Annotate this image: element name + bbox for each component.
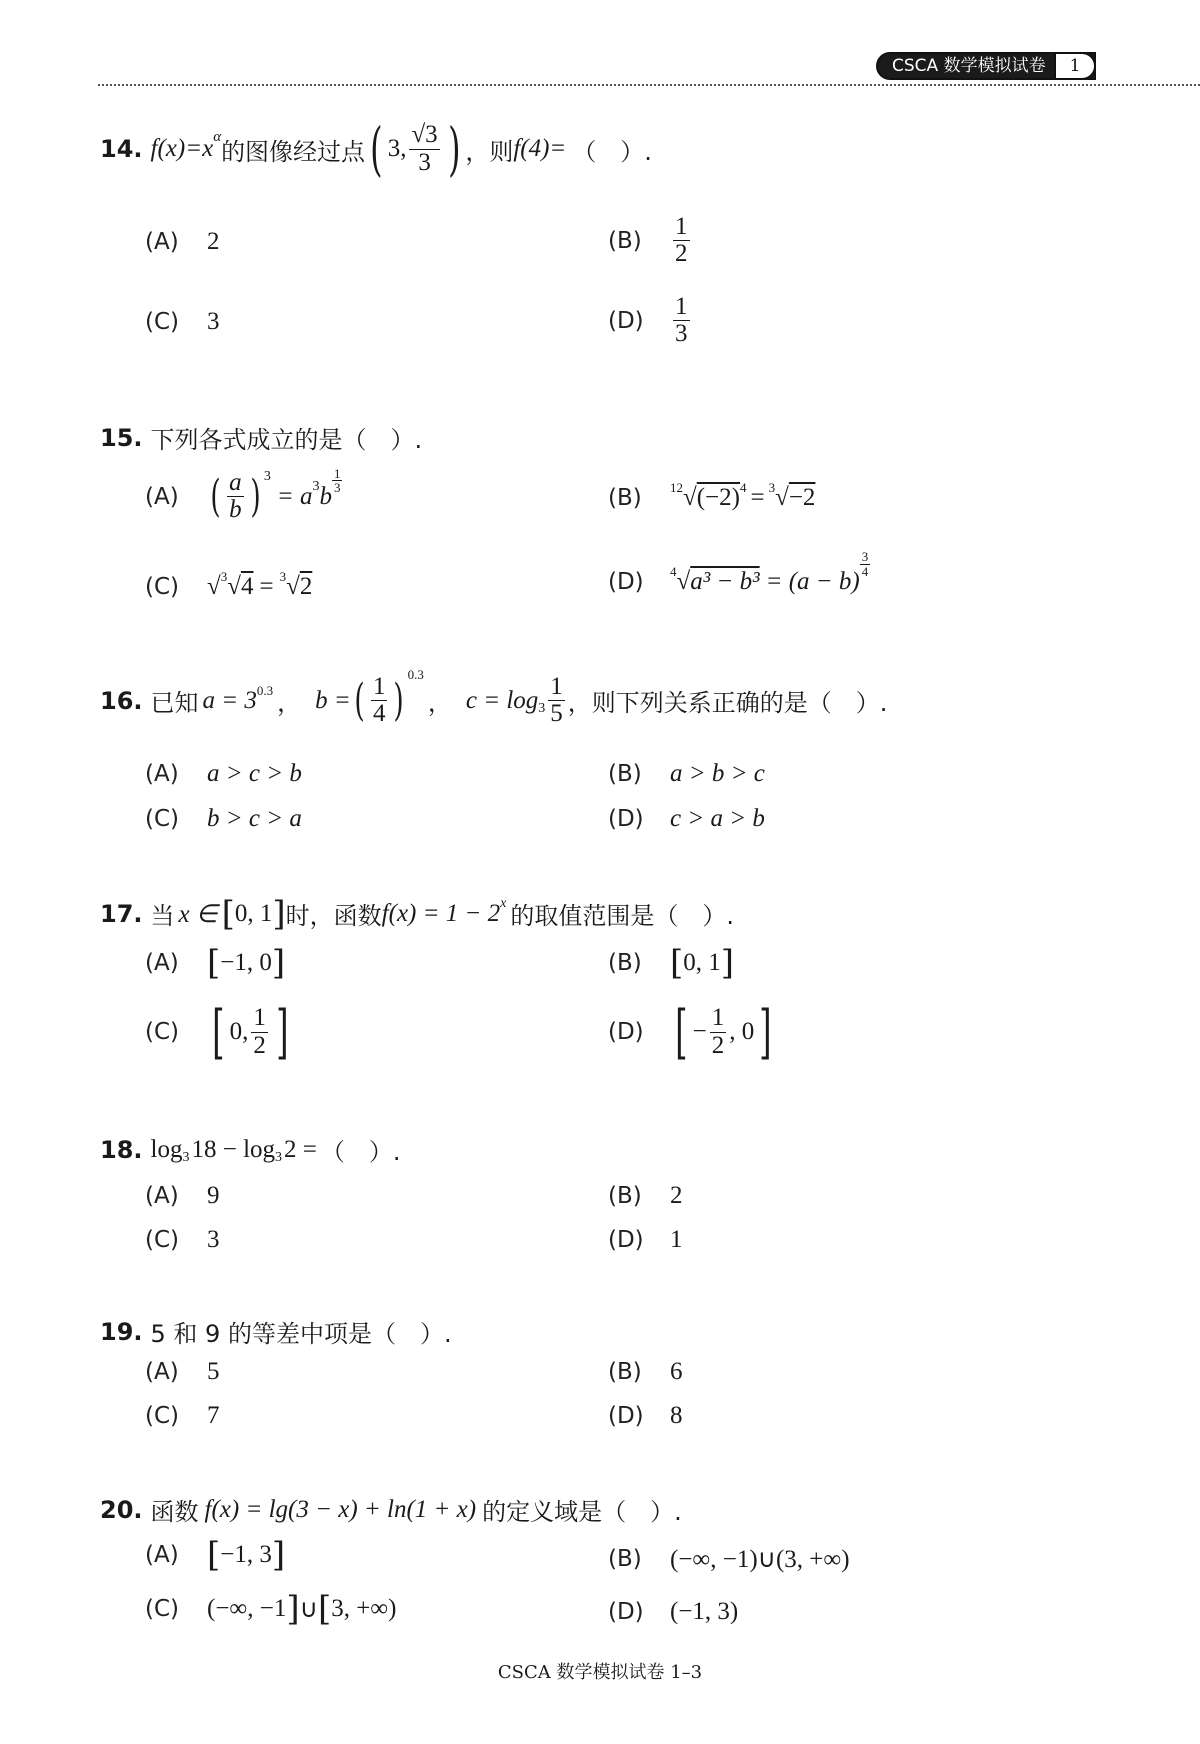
option-value: 0, 1 — [683, 949, 721, 976]
option-d[interactable] — [608, 1226, 683, 1254]
fraction-denominator: 3 — [418, 148, 431, 176]
paren-open: ( — [370, 115, 383, 183]
separator: ， — [427, 689, 452, 718]
fraction-numerator: 1 — [550, 673, 563, 700]
header-title: CSCA 数学模拟试卷 — [892, 56, 1046, 76]
exponent: 3 — [312, 478, 320, 494]
bracket-close: ] — [272, 893, 286, 934]
option-d[interactable] — [608, 1598, 738, 1626]
question-18-stem — [100, 1132, 401, 1167]
radicand: a³ − b³ — [690, 568, 760, 596]
option-rhs: = (a − b) — [765, 568, 860, 596]
option-label: (A) — [145, 1183, 179, 1209]
option-label: (D) — [608, 1019, 644, 1045]
stem-log: log — [150, 1135, 183, 1163]
option-label: (C) — [145, 1403, 180, 1429]
fraction-denominator: 4 — [372, 700, 386, 728]
exponent-fraction — [860, 550, 871, 578]
option-value: (−∞, −1)∪(3, +∞) — [670, 1546, 850, 1573]
option-b[interactable] — [608, 1182, 683, 1210]
option-label: (B) — [608, 1183, 642, 1209]
stem-sup: α — [213, 128, 222, 145]
option-label: (B) — [608, 761, 642, 787]
radicand: 2 — [299, 573, 313, 600]
option-c[interactable] — [145, 1226, 220, 1254]
option-b[interactable] — [608, 1358, 683, 1386]
stem-a: a = 3 — [202, 686, 257, 714]
option-c[interactable] — [145, 569, 313, 601]
option-value: 6 — [670, 1358, 683, 1385]
option-a[interactable] — [145, 1182, 220, 1210]
option-a[interactable] — [145, 943, 286, 983]
option-label: (D) — [608, 307, 644, 334]
paren-close: ) — [250, 470, 261, 522]
radical-sign: √ — [683, 484, 697, 511]
option-value: 8 — [670, 1402, 683, 1429]
option-label: (D) — [608, 1599, 644, 1625]
option-a[interactable] — [145, 760, 302, 788]
option-fraction — [227, 470, 244, 524]
option-value: 2 — [670, 1182, 683, 1209]
stem-text: 下列各式成立的是（ ）. — [150, 426, 423, 454]
question-number: 15. — [100, 423, 143, 452]
header-divider — [98, 84, 1200, 86]
option-c[interactable] — [145, 1589, 397, 1629]
question-16-stem — [100, 666, 888, 728]
stem-log: 18 − log — [191, 1135, 276, 1163]
option-d[interactable] — [608, 549, 870, 596]
option-d[interactable] — [608, 998, 777, 1066]
stem-text: 函数 — [150, 1498, 199, 1526]
radicand: (−2) — [696, 484, 740, 511]
option-a[interactable] — [145, 228, 220, 256]
stem-text: 5 和 9 的等差中项是（ ）. — [150, 1320, 452, 1348]
bracket-open: [ — [221, 893, 235, 934]
option-label: (B) — [608, 227, 642, 254]
option-value: (−1, 3) — [670, 1598, 739, 1625]
fraction-denominator: 2 — [711, 1031, 725, 1059]
option-value: 0, — [229, 1018, 249, 1045]
option-a[interactable] — [145, 1358, 220, 1386]
option-fraction — [710, 1005, 727, 1059]
option-label: (C) — [145, 1019, 180, 1045]
bracket-close: ] — [759, 998, 772, 1066]
option-fraction — [251, 1005, 268, 1059]
exponent: 0.3 — [256, 682, 274, 698]
paren-close: ) — [393, 674, 405, 726]
fraction-numerator: 1 — [675, 293, 688, 320]
question-number: 17. — [100, 899, 143, 928]
option-label: (A) — [145, 229, 179, 255]
equals: = — [750, 484, 765, 511]
header-badge — [876, 52, 1096, 80]
separator: ， — [277, 689, 302, 718]
radical-sign: √ — [286, 573, 300, 600]
fraction-denominator: b — [229, 496, 242, 524]
radical-sign-outer: √ — [207, 573, 221, 600]
fraction-denominator: 2 — [675, 240, 688, 268]
question-number: 16. — [100, 686, 143, 715]
header-page-number: 1 — [1054, 52, 1096, 80]
fraction-numerator: 1 — [372, 673, 386, 700]
question-19-stem — [100, 1314, 452, 1349]
option-rhs: = a — [276, 482, 313, 510]
bracket-close: ] — [271, 943, 286, 983]
fraction-denominator: 3 — [675, 320, 688, 348]
root-index: 3 — [220, 569, 228, 584]
stem-text: ，则下列关系正确的是（ ）. — [567, 689, 888, 718]
exponent: 0.3 — [407, 666, 424, 682]
fraction-denominator: 2 — [253, 1031, 266, 1059]
option-sign: − — [692, 1018, 707, 1045]
option-value: 7 — [207, 1402, 220, 1429]
question-15-stem — [100, 420, 422, 455]
option-value: b > c > a — [207, 805, 302, 832]
stem-rhs: f(4)= — [513, 135, 567, 162]
option-value: −1, 3 — [220, 1541, 272, 1568]
option-a[interactable] — [145, 465, 342, 524]
option-fraction — [673, 214, 690, 268]
option-c[interactable] — [145, 308, 220, 336]
fraction-numerator: 1 — [711, 1004, 725, 1032]
question-number: 18. — [100, 1135, 143, 1164]
stem-fraction — [371, 674, 388, 728]
answer-blank: （ ）. — [320, 1138, 401, 1166]
option-value: 5 — [207, 1358, 220, 1385]
option-value: (−∞, −1 — [207, 1595, 287, 1622]
stem-fraction — [548, 674, 565, 728]
stem-x: x ∈ — [178, 900, 218, 928]
option-label: (C) — [145, 1596, 180, 1622]
stem-b: b = — [315, 686, 351, 714]
option-c[interactable] — [145, 1402, 220, 1430]
radical-sign: √ — [775, 484, 789, 511]
question-20-stem — [100, 1492, 682, 1527]
option-fraction — [673, 294, 690, 348]
bracket-close: ] — [275, 998, 289, 1066]
bracket-close: ] — [271, 1535, 286, 1575]
option-label: (D) — [608, 1403, 644, 1429]
option-rhs-b: b — [319, 482, 332, 510]
question-number: 14. — [100, 135, 143, 163]
interval: 0, 1 — [234, 899, 273, 927]
equals: = — [259, 573, 274, 600]
log-base: 3 — [182, 1149, 190, 1165]
root-index: 4 — [670, 564, 677, 580]
union-sign: ∪ — [299, 1596, 318, 1623]
option-label: (D) — [608, 1227, 644, 1253]
fraction-numerator: √3 — [411, 121, 438, 149]
option-label: (A) — [145, 1359, 179, 1385]
option-value: 2 — [207, 228, 220, 255]
stem-text: 的取值范围是（ ）. — [510, 902, 734, 930]
option-label: (D) — [608, 806, 644, 832]
option-value: c > a > b — [670, 805, 765, 832]
radicand: 4 — [240, 573, 254, 600]
stem-text: 已知 — [150, 689, 199, 718]
point-x: 3, — [387, 135, 407, 162]
stem-lhs: f(x)=x — [150, 135, 214, 162]
fraction-numerator: 3 — [861, 549, 869, 564]
stem-function: f(x) = lg(3 − x) + ln(1 + x) — [204, 1495, 477, 1523]
point-y-fraction — [409, 122, 439, 176]
option-d[interactable] — [608, 294, 693, 348]
option-label: (C) — [145, 1227, 180, 1253]
stem-c: c = log — [465, 686, 539, 714]
option-value: 1 — [670, 1226, 683, 1253]
paren-close: ) — [447, 115, 461, 183]
bracket-open: [ — [670, 943, 684, 983]
bracket-open: [ — [212, 998, 225, 1066]
question-number: 19. — [100, 1317, 143, 1346]
option-value: a > c > b — [207, 760, 302, 787]
answer-blank: （ ）. — [572, 137, 652, 166]
option-label: (B) — [608, 1359, 642, 1385]
root-index: 3 — [279, 569, 287, 584]
question-14-stem — [100, 115, 652, 183]
option-value: −1, 0 — [220, 949, 272, 976]
option-value: 3 — [207, 308, 220, 335]
bracket-open: [ — [207, 1535, 221, 1575]
stem-text: 时，函数 — [285, 902, 382, 930]
option-label: (A) — [145, 950, 179, 976]
question-17-stem — [100, 893, 734, 934]
paren-open: ( — [210, 470, 221, 522]
exponent: x — [500, 895, 507, 911]
option-b[interactable] — [608, 760, 765, 788]
fraction-numerator: 1 — [253, 1004, 266, 1032]
option-b[interactable] — [608, 1544, 850, 1574]
paren-open: ( — [354, 674, 365, 726]
option-label: (C) — [145, 309, 180, 335]
exponent: 4 — [739, 480, 747, 495]
option-value: 3, +∞) — [331, 1595, 397, 1622]
option-a[interactable] — [145, 1535, 286, 1575]
root-index: 12 — [670, 480, 683, 495]
option-label: (B) — [608, 485, 642, 511]
radicand: −2 — [788, 484, 816, 511]
fraction-denominator: 5 — [550, 700, 563, 728]
option-label: (B) — [608, 1546, 642, 1572]
log-base: 3 — [538, 700, 546, 716]
stem-text: ，则 — [465, 137, 514, 166]
option-d[interactable] — [608, 1402, 683, 1430]
option-c[interactable] — [145, 998, 294, 1066]
fraction-numerator: a — [229, 469, 242, 496]
option-b[interactable] — [608, 480, 816, 512]
option-label: (C) — [145, 806, 180, 832]
bracket-open: [ — [675, 998, 688, 1066]
root-index: 3 — [768, 480, 776, 495]
fraction-numerator: 1 — [333, 465, 341, 481]
option-label: (A) — [145, 1542, 179, 1568]
radical-sign: √ — [676, 568, 691, 596]
option-value: 3 — [207, 1226, 220, 1253]
option-c[interactable] — [145, 805, 302, 833]
stem-text: 的定义域是（ ）. — [482, 1498, 682, 1526]
option-label: (A) — [145, 761, 179, 787]
radical-sign: √ — [227, 573, 241, 600]
option-value: a > b > c — [670, 760, 765, 787]
option-b[interactable] — [608, 214, 693, 268]
bracket-close: ] — [720, 943, 735, 983]
bracket-open: [ — [317, 1589, 332, 1629]
page-footer: CSCA 数学模拟试卷 1–3 — [497, 1662, 703, 1683]
stem-log: 2 = — [284, 1135, 317, 1163]
log-base: 3 — [275, 1149, 283, 1165]
option-label: (D) — [608, 569, 644, 596]
option-value: 9 — [207, 1182, 220, 1209]
exponent: 3 — [263, 468, 271, 484]
stem-text: 当 — [150, 902, 175, 930]
option-d[interactable] — [608, 805, 765, 833]
question-number: 20. — [100, 1495, 143, 1524]
option-label: (C) — [145, 574, 180, 600]
fraction-denominator: 3 — [333, 480, 341, 496]
fraction-numerator: 1 — [675, 213, 688, 240]
bracket-open: [ — [207, 943, 221, 983]
bracket-close: ] — [286, 1589, 300, 1629]
option-label: (A) — [145, 483, 179, 510]
exponent-fraction — [332, 467, 343, 495]
stem-text: 的图像经过点 — [221, 137, 366, 166]
option-value: , 0 — [729, 1018, 755, 1045]
stem-function: f(x) = 1 − 2 — [381, 899, 501, 927]
fraction-denominator: 4 — [861, 563, 869, 579]
option-label: (B) — [608, 950, 642, 976]
option-b[interactable] — [608, 943, 735, 983]
